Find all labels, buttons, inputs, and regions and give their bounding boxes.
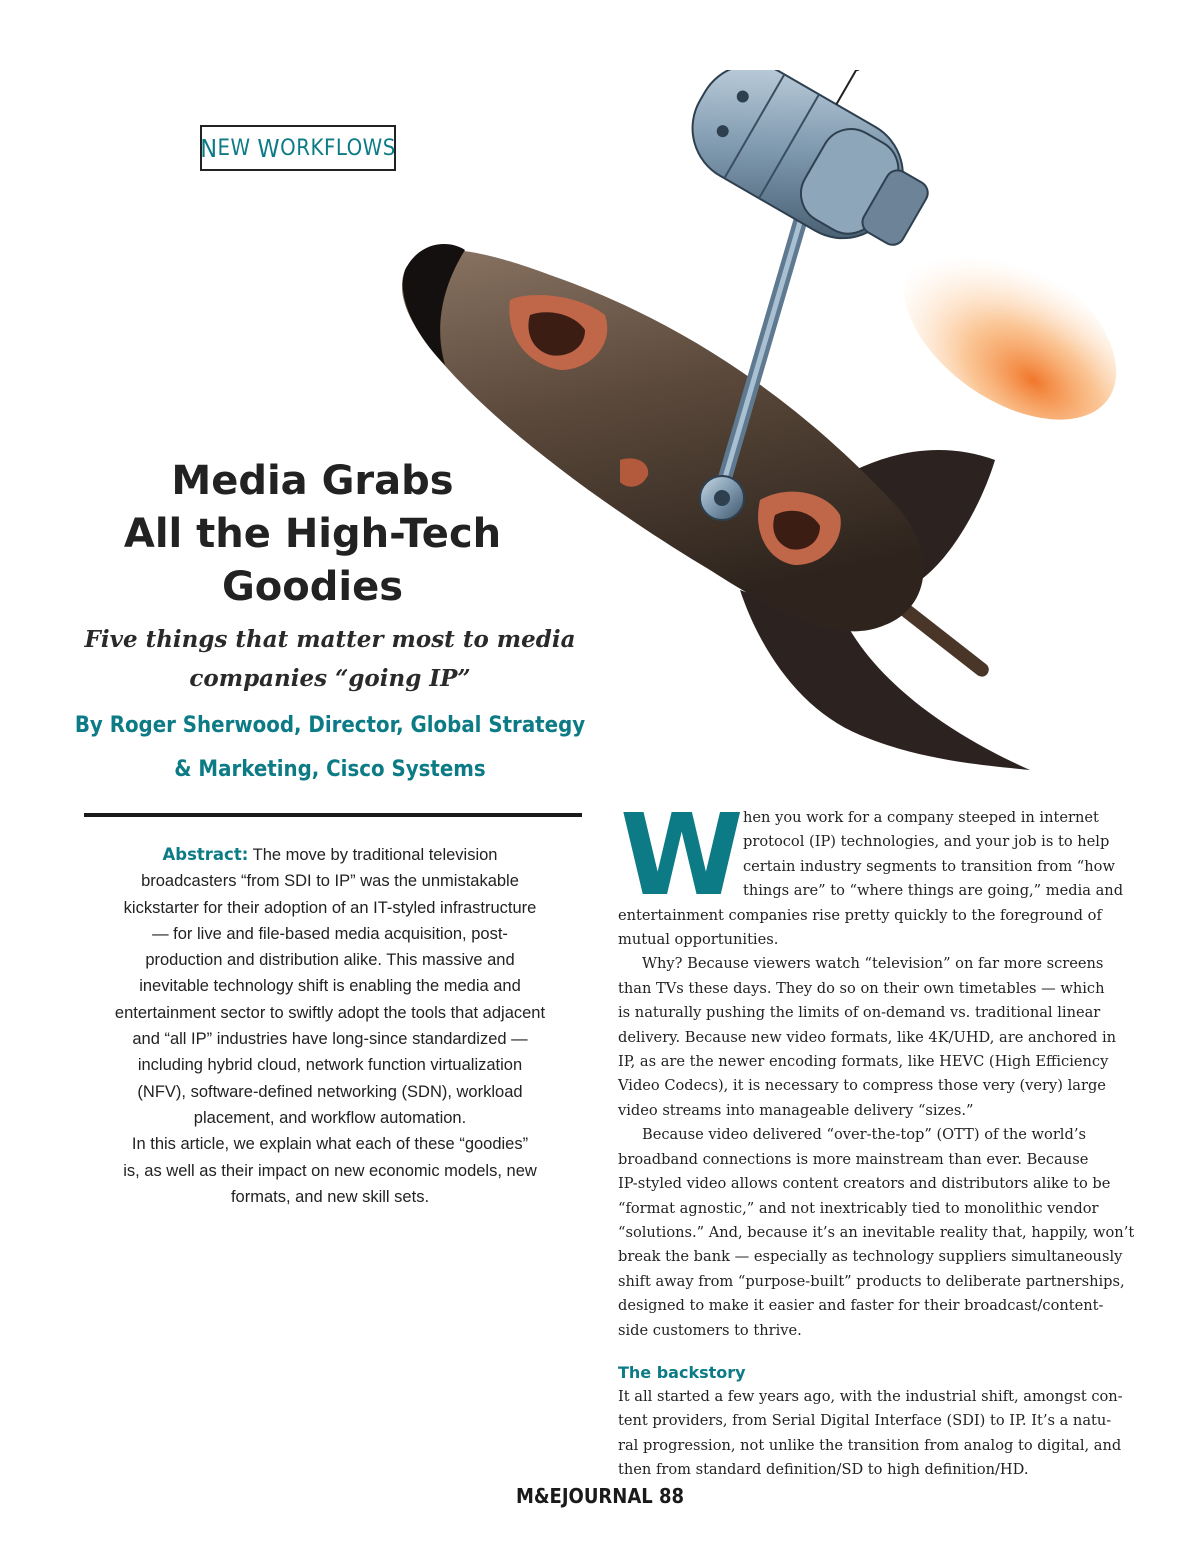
journal-name: M&EJOURNAL	[515, 1484, 653, 1508]
abstract-line: placement, and workflow automation.	[193, 1108, 467, 1127]
body-line: certain industry segments to transition from “how	[743, 857, 1115, 875]
body-line: tent providers, from Serial Digital Interface (SDI) to IP. It’s a natu-	[618, 1412, 1112, 1430]
deck-line-2: companies “going IP”	[189, 665, 471, 692]
divider-rule	[84, 813, 582, 817]
section-tag	[200, 125, 396, 171]
abstract-line	[70, 842, 590, 868]
section-tag-rest-1: EW	[217, 135, 258, 161]
abstract-line: kickstarter for their adoption of an IT-styled infrastructure	[123, 898, 537, 917]
headline-line-3: Goodies	[221, 564, 404, 610]
body-line: broadband connections is more mainstream than ever. Because	[618, 1150, 1089, 1168]
body-line: shift away from “purpose-built” products to deliberate partnerships,	[618, 1272, 1125, 1290]
body-line: “solutions.” And, because it’s an inevitable reality that, happily, won’t	[618, 1223, 1135, 1241]
section-subhead: The backstory	[618, 1362, 746, 1382]
body-line: mutual opportunities.	[618, 931, 779, 949]
section-tag-rest-2: ORKFLOWS	[280, 135, 396, 161]
body-line: things are” to “where things are going,” media and	[743, 882, 1124, 900]
body-line: It all started a few years ago, with the industrial shift, amongst con-	[618, 1387, 1123, 1405]
headline-line-1: Media Grabs	[171, 458, 454, 504]
section-tag-initial-2: W	[257, 133, 281, 163]
body-line: IP, as are the newer encoding formats, like HEVC (High Efficiency	[618, 1053, 1109, 1071]
page-number: 88	[659, 1484, 685, 1508]
body-line: designed to make it easier and faster for their broadcast/content-	[618, 1297, 1104, 1315]
abstract-line: — for live and file-based media acquisition, post-	[152, 924, 508, 943]
body-line: break the bank — especially as technology suppliers simultaneously	[618, 1248, 1123, 1266]
abstract-line: In this article, we explain what each of these “goodies”	[131, 1135, 529, 1154]
headline-line-2: All the High-Tech	[123, 511, 502, 557]
body-line: side customers to thrive.	[618, 1321, 802, 1339]
deck	[70, 620, 590, 698]
body-line: video streams into manageable delivery “sizes.”	[618, 1101, 974, 1119]
body-line: delivery. Because new video formats, like 4K/UHD, are anchored in	[618, 1028, 1117, 1046]
space-capsule	[646, 70, 967, 271]
abstract-line: and “all IP” industries have long-since standardized —	[132, 1030, 528, 1049]
deck-line-1: Five things that matter most to media	[84, 626, 576, 653]
body-line: “format agnostic,” and not inextricably tied to monolithic vendor	[618, 1199, 1099, 1217]
drop-cap: W	[620, 791, 738, 921]
body-line: then from standard definition/SD to high definition/HD.	[618, 1461, 1029, 1479]
body-line: than TVs these days. They do so on their own timetables — which	[618, 979, 1105, 997]
body-line: Because video delivered “over-the-top” (OTT) of the world’s	[642, 1126, 1086, 1144]
abstract-label: Abstract:	[162, 845, 249, 864]
body-line: Why? Because viewers watch “television” on far more screens	[642, 955, 1104, 973]
body-line: hen you work for a company steeped in internet	[743, 809, 1099, 826]
body-line: entertainment companies rise pretty quickly to the foreground of	[618, 906, 1102, 924]
body-line: ral progression, not unlike the transition from analog to digital, and	[618, 1436, 1122, 1454]
byline-line-2: & Marketing, Cisco Systems	[174, 757, 486, 782]
body-line: Video Codecs), it is necessary to compress those very (very) large	[618, 1077, 1106, 1095]
body-line: is naturally pushing the limits of on-demand vs. traditional linear	[618, 1004, 1101, 1022]
body-line: protocol (IP) technologies, and your job is to help	[743, 833, 1110, 851]
abstract-line: production and distribution alike. This massive and	[145, 951, 515, 970]
abstract-line: including hybrid cloud, network function virtualization	[137, 1056, 523, 1075]
page-footer	[400, 1484, 800, 1508]
abstract	[70, 842, 590, 1210]
abstract-line: formats, and new skill sets.	[230, 1187, 430, 1206]
flame-exhaust	[872, 204, 1120, 456]
abstract-line: inevitable technology shift is enabling the media and	[139, 977, 521, 996]
abstract-line: entertainment sector to swiftly adopt the tools that adjacent	[114, 1003, 546, 1022]
article-body	[618, 791, 1138, 1483]
section-tag-initial-1: N	[200, 133, 218, 163]
abstract-line: is, as well as their impact on new economic models, new	[123, 1161, 537, 1180]
byline	[60, 704, 600, 792]
abstract-line: broadcasters “from SDI to IP” was the unmistakable	[141, 872, 519, 891]
body-line: IP-styled video allows content creators and distributors alike to be	[618, 1175, 1111, 1193]
headline	[60, 455, 565, 614]
byline-line-1: By Roger Sherwood, Director, Global Strategy	[74, 713, 586, 738]
abstract-line: (NFV), software-defined networking (SDN), workload	[137, 1082, 523, 1101]
abstract-text: The move by traditional television	[248, 846, 498, 864]
